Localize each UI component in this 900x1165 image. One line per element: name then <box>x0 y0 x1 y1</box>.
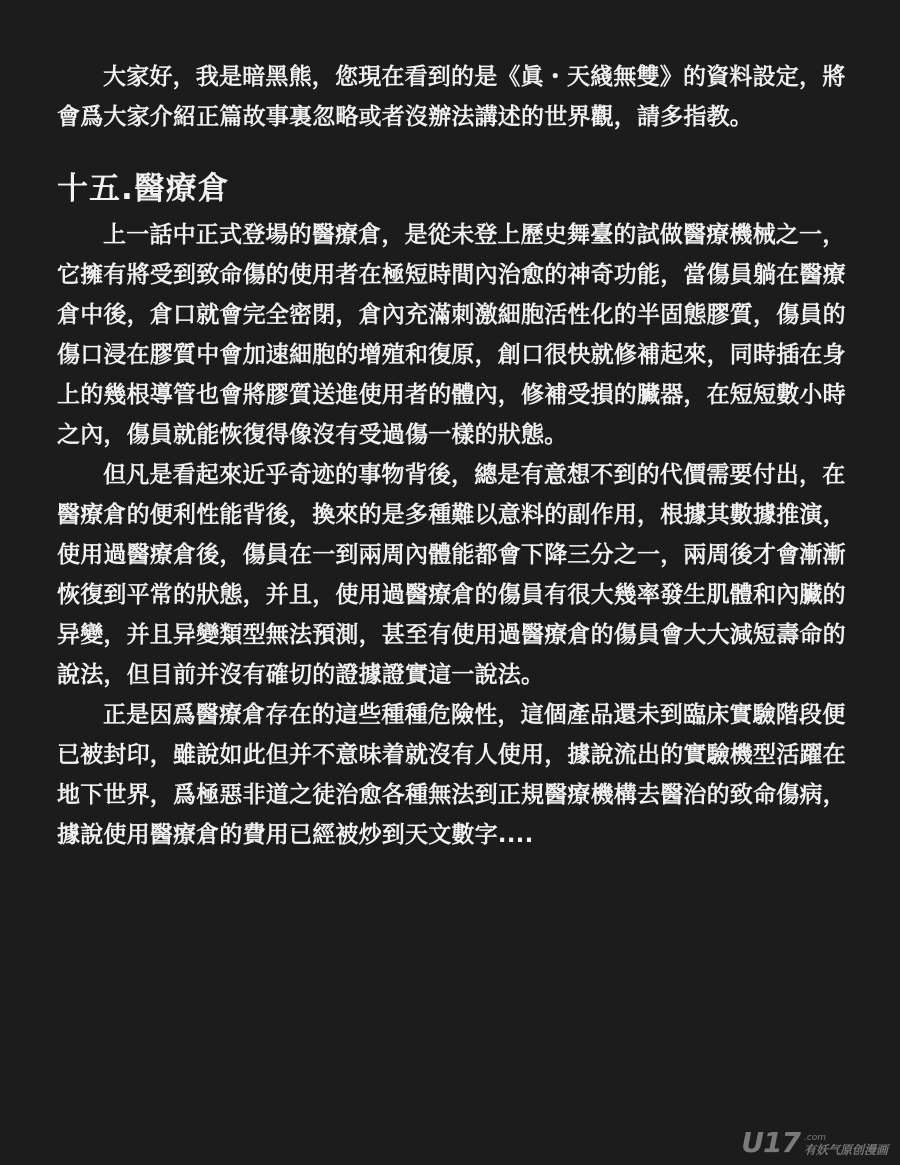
watermark-mark: U17 <box>741 1126 800 1159</box>
intro-paragraph: 大家好，我是暗黑熊，您現在看到的是《眞・天綫無雙》的資料設定，將會爲大家介紹正篇故事裏忽略或者沒辦法講述的世界觀，請多指教。 <box>57 64 846 130</box>
body-paragraph-3: 正是因爲醫療倉存在的這些種種危險性，這個產品還未到臨床實驗階段便已被封印，雖說如此但并不意味着就沒有人使用，據說流出的實驗機型活躍在地下世界，爲極惡非道之徒治愈各種無法到正規醫療機構去醫治的致命傷病，據說使用醫療倉的費用已經被炒到天文數字.... <box>57 702 846 848</box>
body-paragraph-2: 但凡是看起來近乎奇迹的事物背後，總是有意想不到的代價需要付出，在醫療倉的便利性能背後，換來的是多種難以意料的副作用，根據其數據推演，使用過醫療倉後，傷員在一到兩周內體能都會下降三分之一，兩周後才會漸漸恢復到平常的狀態，并且，使用過醫療倉的傷員有很大幾率發生肌體和內臟的异變，并且异變類型無法預測，甚至有使用過醫療倉的傷員會大大減短壽命的說法，但目前并沒有確切的證據證實這一說法。 <box>57 462 846 688</box>
watermark-domain: .com <box>803 1133 827 1143</box>
watermark-tagline: 有妖气原创漫画 <box>803 1143 888 1157</box>
site-watermark-logo <box>741 1126 888 1159</box>
section-title: 十五.醫療倉 <box>57 171 230 207</box>
watermark-side <box>804 1133 888 1157</box>
document-page <box>57 57 857 855</box>
body-paragraph-1: 上一話中正式登場的醫療倉，是從未登上歷史舞臺的試做醫療機械之一，它擁有將受到致命傷的使用者在極短時間內治愈的神奇功能，當傷員躺在醫療倉中後，倉口就會完全密閉，倉內充滿刺激細胞活性化的半固態膠質，傷員的傷口浸在膠質中會加速細胞的增殖和復原，創口很快就修補起來，同時插在身上的幾根導管也會將膠質送進使用者的體內，修補受損的臟器，在短短數小時之內，傷員就能恢復得像沒有受過傷一樣的狀態。 <box>57 222 846 448</box>
